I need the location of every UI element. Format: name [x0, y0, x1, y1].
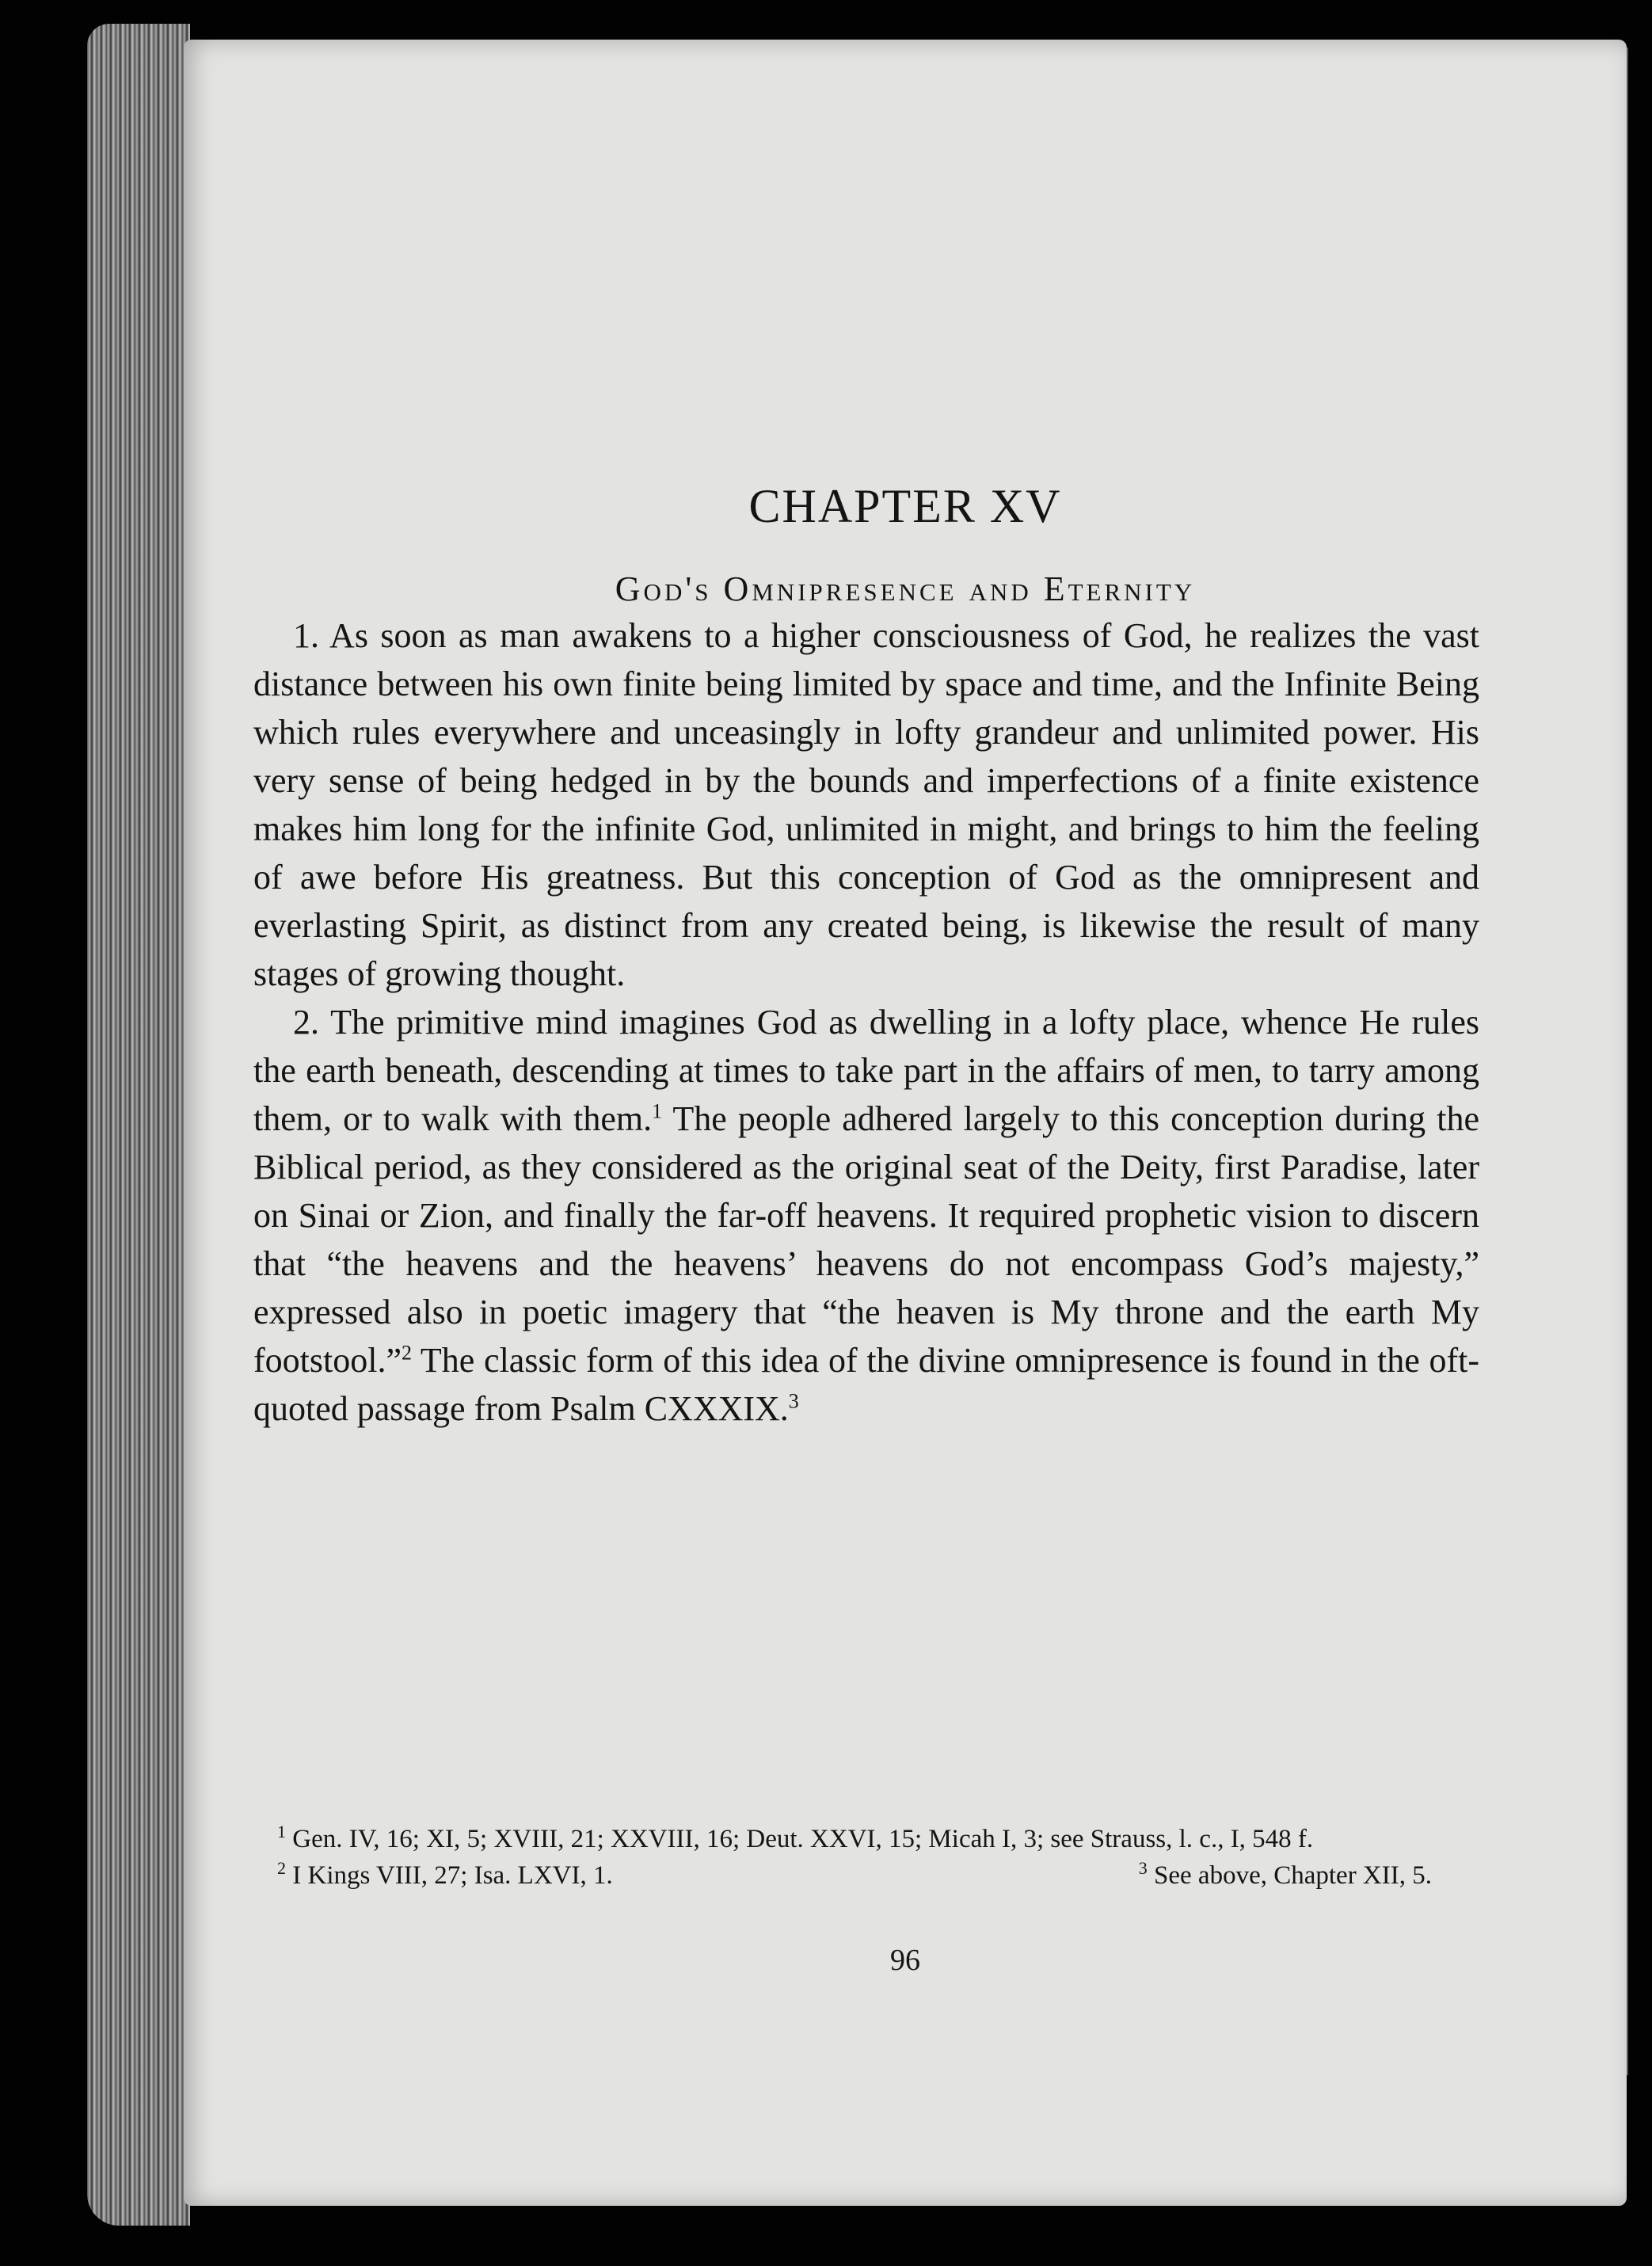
footnote-text: See above, Chapter XII, 5. — [1154, 1861, 1432, 1890]
footnote-2 — [277, 1857, 613, 1894]
paragraph-1 — [253, 611, 1479, 998]
footnote-mark: 2 — [277, 1858, 286, 1878]
footnote-mark: 1 — [277, 1822, 286, 1841]
paragraph-number: 1. — [293, 616, 319, 655]
chapter-subtitle: God's Omnipresence and Eternity — [615, 569, 1196, 608]
body-text — [253, 611, 1479, 1433]
chapter-title: CHAPTER XV — [748, 480, 1062, 532]
paragraph-number: 2. — [293, 1003, 319, 1042]
footnotes — [253, 1821, 1479, 1894]
footnote-ref: 2 — [401, 1341, 412, 1365]
book-page-edges-left — [87, 24, 190, 2226]
page-number: 96 — [890, 1944, 920, 1977]
footnote-text: I Kings VIII, 27; Isa. LXVI, 1. — [292, 1861, 613, 1890]
footnote-ref: 3 — [788, 1389, 799, 1413]
footnote-ref: 1 — [652, 1099, 663, 1123]
footnote-row — [253, 1857, 1479, 1894]
footnote-mark: 3 — [1138, 1858, 1148, 1878]
paragraph-text: The people adhered largely to this conception during the Biblical period, as they considered as the original seat of the Deity, first Paradise, later on Sinai or Zion, and finally the far-off heavens. It required prophetic vision to discern that “the heavens and the heavens’ heavens do not encompass God’s majesty,” expressed also in poetic imagery that “the heaven is My throne and the earth My footstool.” — [253, 1099, 1479, 1380]
paragraph-text: As soon as man awakens to a higher consciousness of God, he realizes the vast distance between his own finite being limited by space and time, and the Infinite Being which rules everywhere and unceasingly in lofty grandeur and unlimited power. His very sense of being hedged in by the bounds and imperfections of a finite existence makes him long for the infinite God, unlimited in might, and brings to him the feeling of awe before His greatness. But this conception of God as the omnipresent and everlasting Spirit, as distinct from any created being, is likewise the result of many stages of growing thought. — [253, 616, 1479, 993]
footnote-1 — [253, 1821, 1479, 1857]
footnote-3 — [1139, 1857, 1479, 1894]
paragraph-text: The classic form of this idea of the divine omnipresence is found in the oft-quoted passage from Psalm CXXXIX. — [253, 1341, 1479, 1428]
paragraph-2 — [253, 998, 1479, 1433]
paragraph-text: The primitive mind imagines God as dwelling in a lofty place, whence He rules the earth beneath, descending at times to take part in the affairs of men, to tarry among them, or to walk with them. — [253, 1003, 1479, 1138]
footnote-text: Gen. IV, 16; XI, 5; XVIII, 21; XXVIII, 16; Deut. XXVI, 15; Micah I, 3; see Strauss, l. c., I, 548 f. — [292, 1825, 1314, 1853]
